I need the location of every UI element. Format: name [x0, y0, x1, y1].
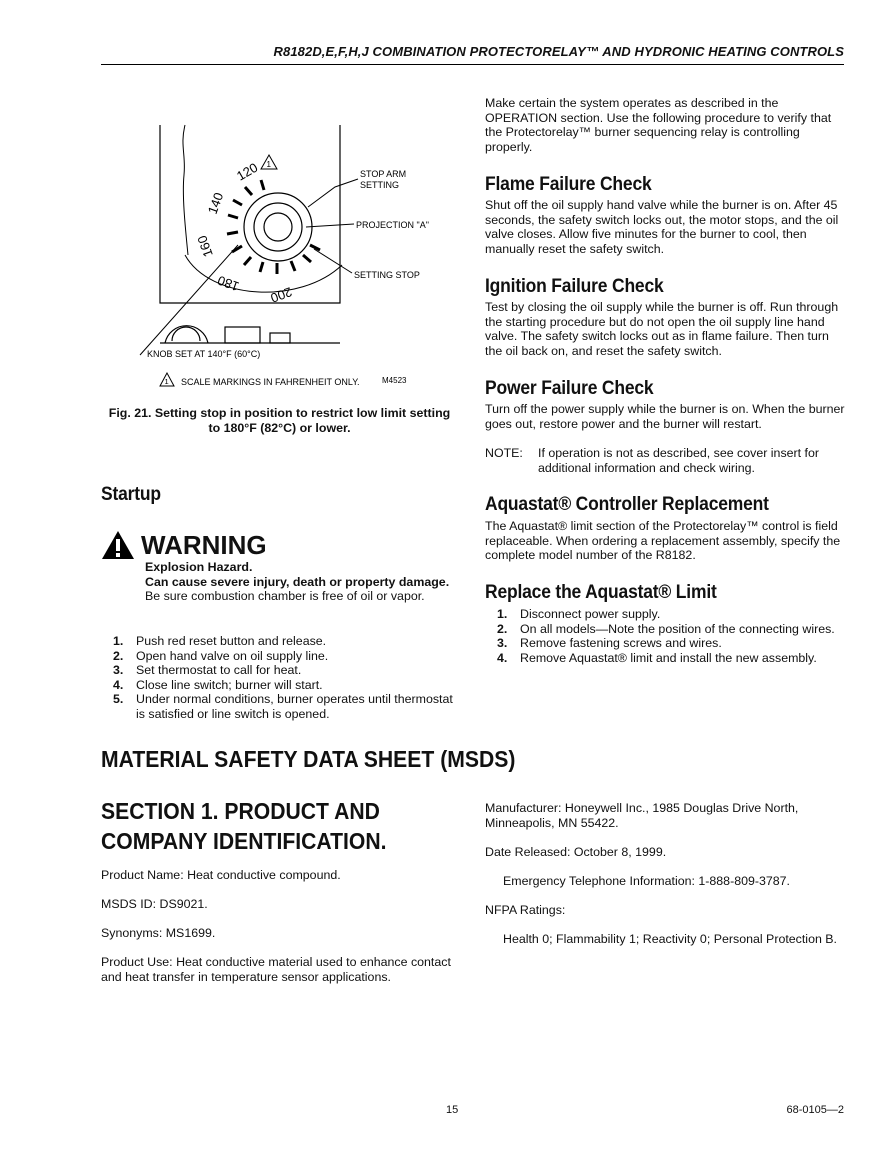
dial-label-200: 200 — [268, 284, 295, 306]
list-item: 3. Set thermostat to call for heat. — [113, 663, 302, 678]
date-released: Date Released: October 8, 1999. — [485, 845, 667, 859]
note-number: 1 — [164, 377, 169, 386]
ignition-failure-heading: Ignition Failure Check — [485, 276, 664, 297]
warning-severity: Can cause severe injury, death or property damage. — [145, 574, 450, 589]
dial-label-180: 180 — [215, 272, 242, 295]
startup-steps — [101, 634, 461, 722]
replace-limit-heading: Replace the Aquastat® Limit — [485, 582, 717, 603]
stop-arm-label-1: STOP ARM — [360, 169, 407, 179]
warning-hazard: Explosion Hazard. — [145, 560, 253, 574]
startup-heading: Startup — [101, 484, 161, 505]
knob-set-label: KNOB SET AT 140°F (60°C) — [147, 349, 261, 359]
aquastat-heading: Aquastat® Controller Replacement — [485, 494, 769, 515]
figure-caption-line-2: to 180°F (82°C) or lower. — [208, 421, 351, 435]
warning-title-row — [101, 530, 461, 560]
dial-label-120: 120 — [234, 159, 261, 184]
list-item: 1. Push red reset button and release. — [113, 634, 327, 648]
figure-caption — [101, 406, 458, 436]
setting-stop-label: SETTING STOP — [354, 270, 420, 280]
dial-label-140: 140 — [204, 190, 227, 217]
running-header: R8182D,E,F,H,J COMBINATION PROTECTORELAY™ AND HYDRONIC HEATING CONTROLS — [273, 44, 844, 59]
header-rule — [101, 64, 844, 65]
list-item: 1. Disconnect power supply. — [497, 607, 661, 621]
power-failure-heading: Power Failure Check — [485, 378, 654, 399]
projection-label: PROJECTION "A" — [356, 220, 429, 230]
warning-icon — [101, 530, 135, 560]
figure-21-diagram — [130, 115, 430, 395]
flame-failure-heading: Flame Failure Check — [485, 174, 652, 195]
flame-failure-text: Shut off the oil supply hand valve while the burner is on. After 45 seconds, the safety switch locks out, the motor stops, and the oil valve closes. Allow five minutes for the burner to cool, then manually reset the safety switch. — [485, 198, 839, 256]
synonyms: Synonyms: MS1699. — [101, 926, 216, 940]
replace-steps — [485, 607, 845, 665]
list-item: 4. Close line switch; burner will start. — [113, 677, 323, 692]
list-item: 3. Remove fastening screws and wires. — [497, 636, 722, 651]
msds-title: MATERIAL SAFETY DATA SHEET (MSDS) — [101, 746, 516, 772]
product-name: Product Name: Heat conductive compound. — [101, 868, 341, 882]
figure-caption-line-1: Fig. 21. Setting stop in position to restrict low limit setting — [108, 406, 451, 420]
section-1-heading: SECTION 1. PRODUCT AND COMPANY IDENTIFICATION. — [101, 798, 387, 854]
list-item: 2. Open hand valve on oil supply line. — [113, 648, 329, 663]
aquastat-text: The Aquastat® limit section of the Protectorelay™ control is field replaceable. When ordering a replacement assembly, specify the complete model number of the R8182. — [485, 519, 841, 563]
document-number: 68-0105—2 — [786, 1104, 844, 1116]
nfpa-values: Health 0; Flammability 1; Reactivity 0; Personal Protection B. — [503, 932, 837, 946]
product-use: Product Use: Heat conductive material used to enhance contact and heat transfer in temperature sensor applications. — [101, 955, 451, 984]
dial-label-160: 160 — [194, 233, 216, 260]
scale-note: SCALE MARKINGS IN FAHRENHEIT ONLY. — [181, 377, 360, 387]
warning-title: WARNING — [141, 530, 267, 560]
list-item: 4. Remove Aquastat® limit and install the new assembly. — [497, 650, 817, 665]
intro-paragraph: Make certain the system operates as described in the OPERATION section. Use the following procedure to verify that the Protectorelay™ burner sequencing relay is controlling properly. — [485, 96, 832, 154]
warning-block — [101, 530, 461, 604]
warning-instruction: Be sure combustion chamber is free of oil or vapor. — [145, 589, 425, 604]
manufacturer: Manufacturer: Honeywell Inc., 1985 Douglas Drive North, Minneapolis, MN 55422. — [485, 801, 799, 830]
nfpa-label: NFPA Ratings: — [485, 903, 566, 917]
stop-arm-label-2: SETTING — [360, 180, 400, 190]
power-failure-text: Turn off the power supply while the burner is on. When the burner goes out, restore power and the burner will restart. — [485, 402, 845, 431]
figure-id: M4523 — [382, 376, 407, 385]
page-number: 15 — [446, 1104, 459, 1116]
msds-id: MSDS ID: DS9021. — [101, 897, 208, 911]
ignition-failure-text: Test by closing the oil supply while the burner is off. Run through the starting procedure but do not open the oil supply line hand valve. The safety switch locks out as in flame failure. Then turn the oil back on, and reset the safety switch. — [485, 300, 839, 358]
list-item: 5. Under normal conditions, burner operates until thermostat is satisfied or line switch is opened. — [113, 692, 453, 721]
note-text: If operation is not as described, see cover insert for additional information and check wiring. — [538, 446, 819, 475]
note-block — [485, 446, 845, 475]
emergency-phone: Emergency Telephone Information: 1-888-809-3787. — [503, 874, 791, 888]
list-item: 2. On all models—Note the position of the connecting wires. — [497, 621, 835, 636]
dial-note-number: 1 — [266, 160, 271, 169]
note-label: NOTE: — [485, 446, 523, 460]
